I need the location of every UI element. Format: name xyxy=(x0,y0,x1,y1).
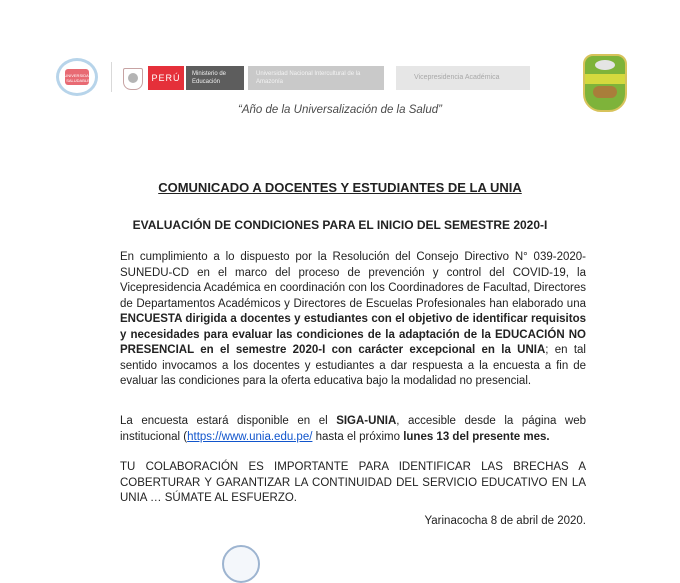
website-link[interactable]: https://www.unia.edu.pe/ xyxy=(187,430,313,443)
document-title: COMUNICADO A DOCENTES Y ESTUDIANTES DE LA UNIA xyxy=(158,180,522,195)
p1-bold-text: ENCUESTA dirigida a docentes y estudiantes con el objetivo de identificar requisitos y necesidades para evaluar las condiciones de la adaptación de la EDUCACIÓN NO PRESENCIAL en el semestre 2020-I con carácter excepcional en la UNIA xyxy=(120,313,586,356)
paragraph-availability xyxy=(120,414,586,445)
universidad-saludable-logo xyxy=(56,58,98,96)
p2-text-a: La encuesta estará disponible en el xyxy=(120,415,337,427)
vicepresidencia-label: Vicepresidencia Académica xyxy=(396,66,530,90)
document-subtitle: EVALUACIÓN DE CONDICIONES PARA EL INICIO DEL SEMESTRE 2020-I xyxy=(132,218,548,232)
letterhead xyxy=(0,0,680,130)
peru-label: PERÚ xyxy=(148,66,184,90)
p2-text-c: hasta el próximo xyxy=(312,430,404,443)
p1-end-text: ; en tal sentido invocamos a los docentes y estudiantes a dar respuesta a la encuesta a fin de evaluar las condiciones para la oferta educativa bajo la modalidad no presencial. xyxy=(120,344,586,387)
deadline-text: lunes 13 del presente mes. xyxy=(403,430,550,443)
peru-shield-icon xyxy=(123,68,143,90)
siga-unia-text: SIGA-UNIA xyxy=(336,415,397,427)
ministerio-label: Ministerio de Educación xyxy=(186,66,244,90)
p1-intro-text: En cumplimiento a lo dispuesto por la Resolución del Consejo Directivo N° 039-2020-SUNEDU-CD en el marco del proceso de prevención y control del COVID-19, la Vicepresidencia Académica en coordinación con los Coordinadores de Facultad, Directores de Departamentos Académicos y Directores de Escuelas Profesionales han elaborado una xyxy=(120,251,586,310)
year-motto: “Año de la Universalización de la Salud” xyxy=(238,104,442,116)
date-line: Yarinacocha 8 de abril de 2020. xyxy=(424,515,586,527)
university-label: Universidad Nacional Intercultural de la Amazonía xyxy=(248,66,384,90)
p2-text-b: , accesible desde la página web institucional ( xyxy=(120,415,586,443)
paragraph-intro xyxy=(120,250,586,390)
header-divider xyxy=(111,62,112,92)
left-logo-text: UNIVERSIDAD SALUDABLE xyxy=(64,73,92,83)
footer-emblem-icon xyxy=(222,545,260,583)
paragraph-call-to-action: TU COLABORACIÓN ES IMPORTANTE PARA IDENTIFICAR LAS BRECHAS A COBERTURAR Y GARANTIZAR LA CONTINUIDAD DEL SERVICIO EDUCATIVO EN LA UNIA … SÚMATE AL ESFUERZO. xyxy=(120,461,586,504)
